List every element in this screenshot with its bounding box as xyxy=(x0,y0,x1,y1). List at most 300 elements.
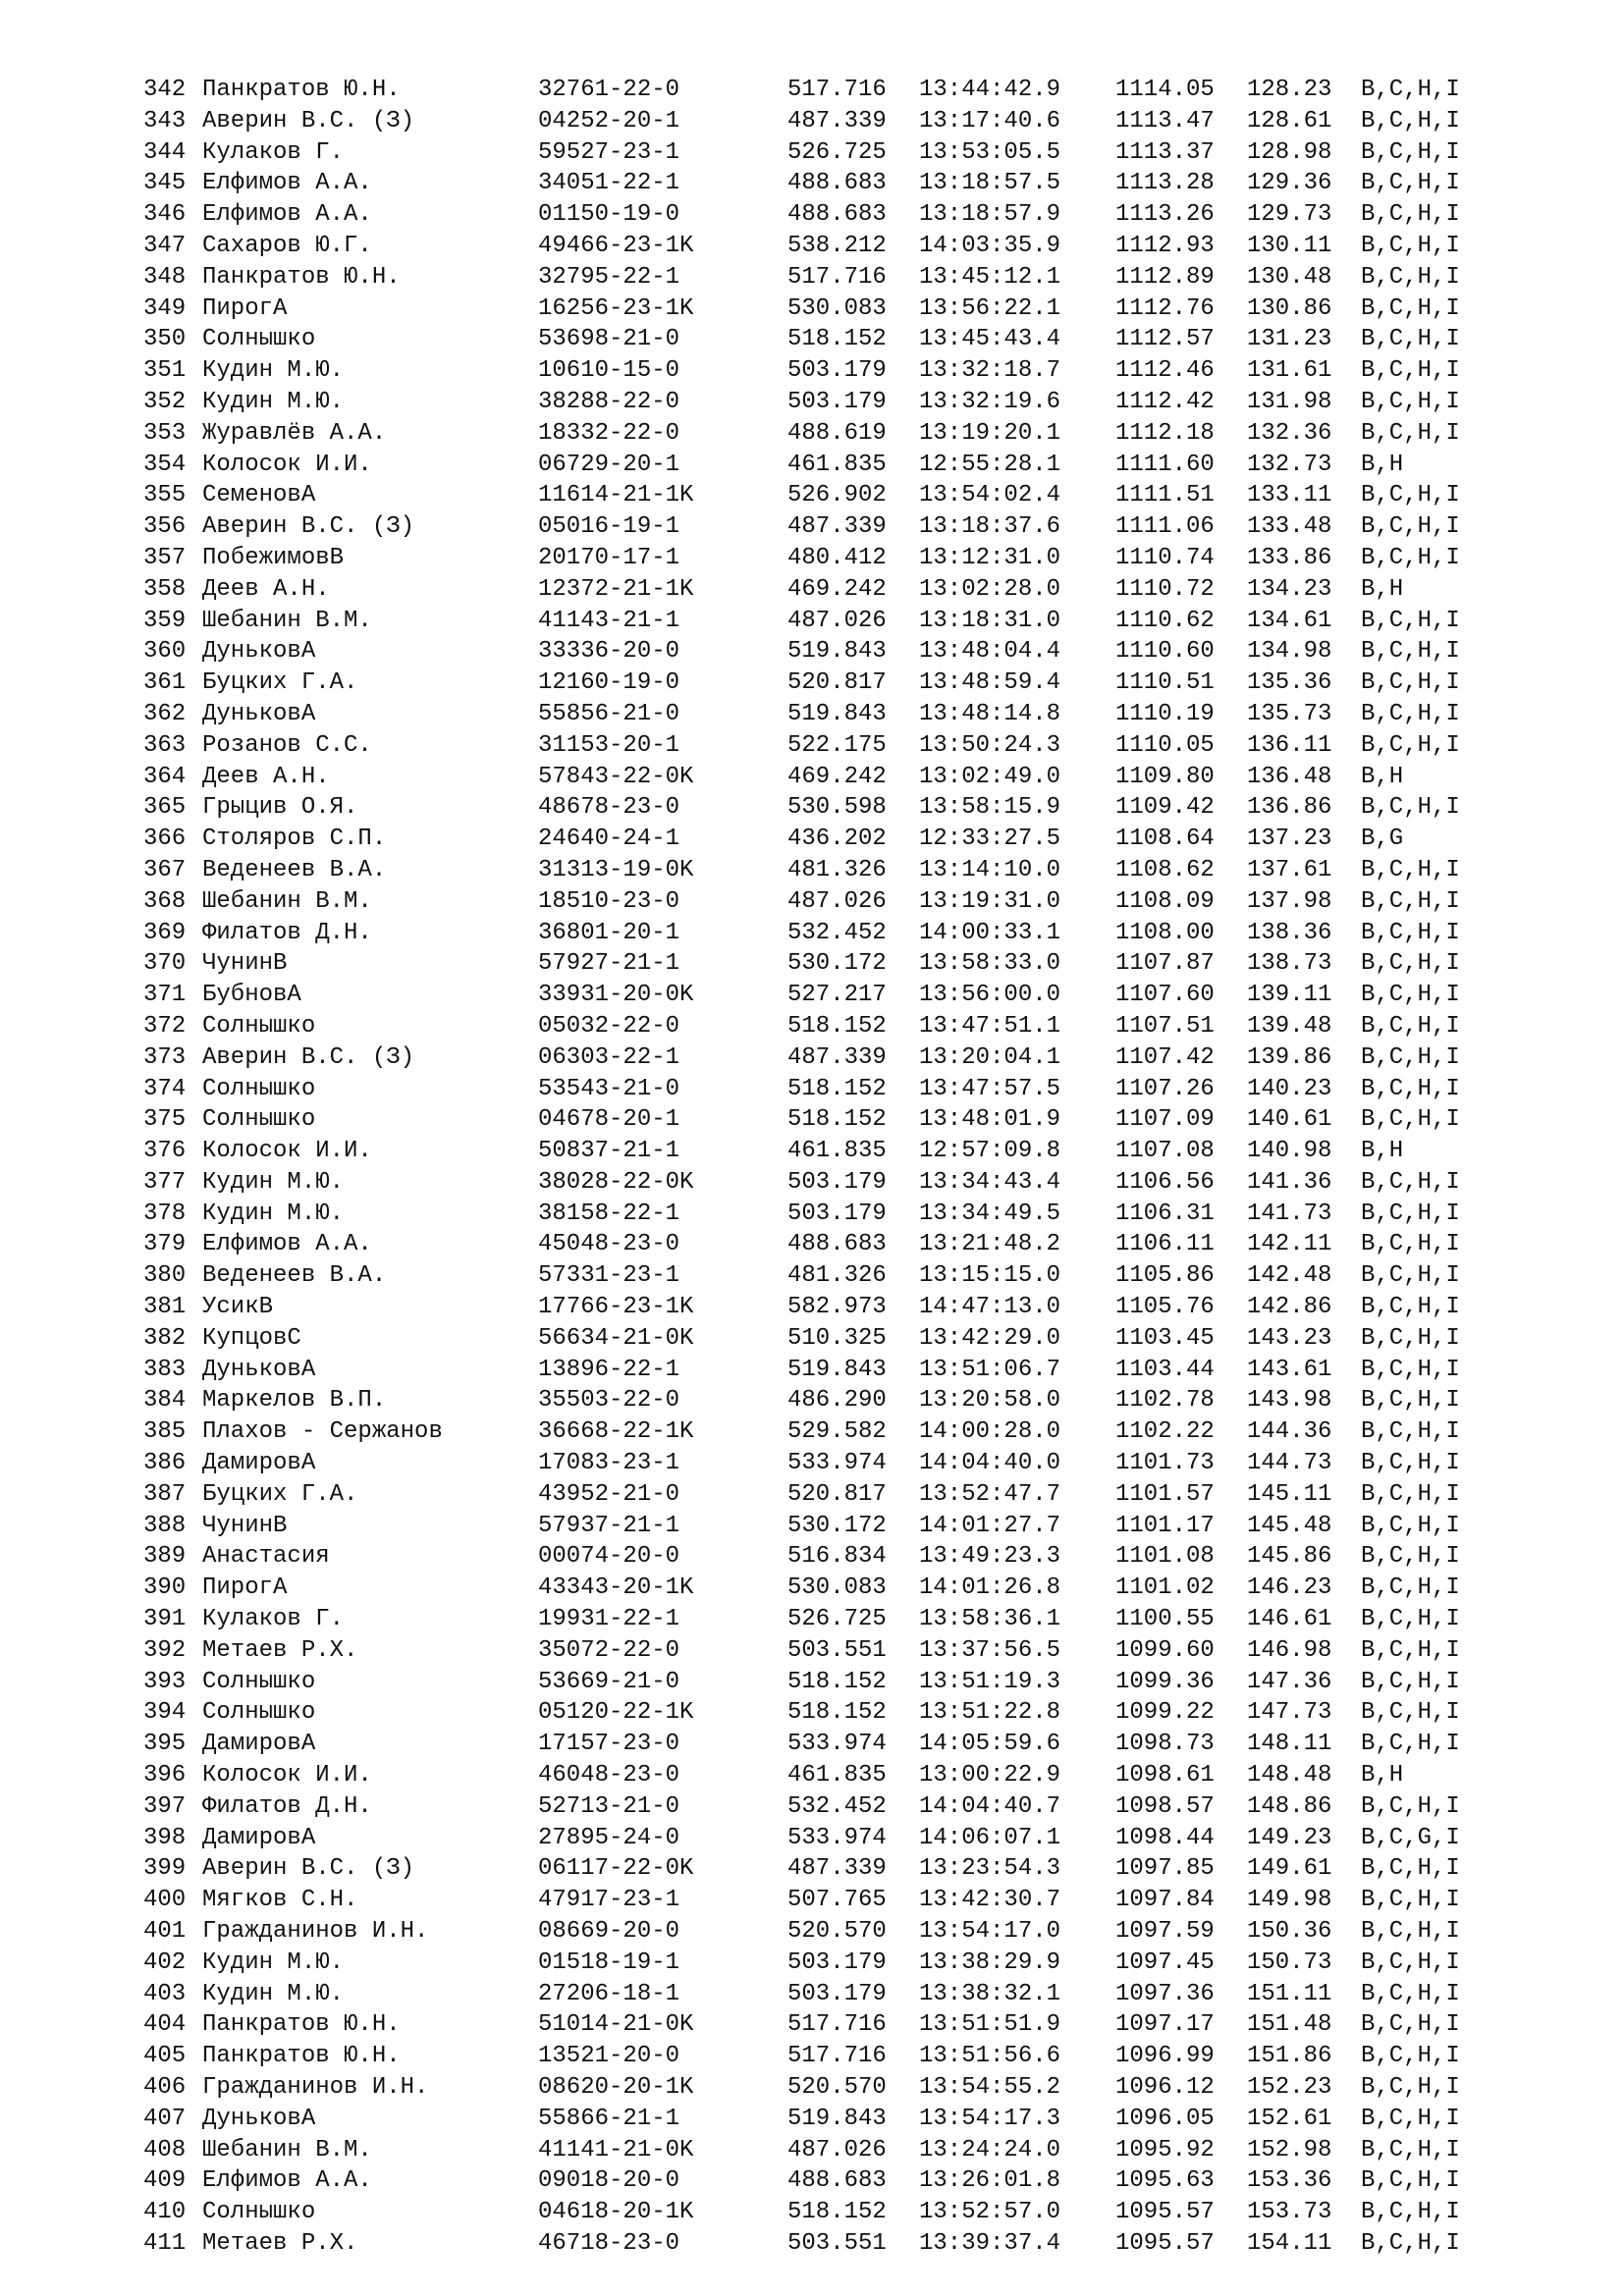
tags-cell: B,C,H,I xyxy=(1361,700,1460,727)
ring-number-cell: 05120-22-1K xyxy=(538,1699,694,1727)
table-row xyxy=(143,75,1518,106)
speed-cell: 1098.57 xyxy=(1115,1792,1215,1820)
points-cell: 128.61 xyxy=(1247,107,1332,134)
rank-cell: 374 xyxy=(143,1075,187,1102)
rank-cell: 353 xyxy=(143,419,187,447)
arrival-time-cell: 12:55:28.1 xyxy=(919,451,1061,478)
distance-cell: 480.412 xyxy=(787,544,887,571)
table-row xyxy=(143,792,1518,824)
points-cell: 151.86 xyxy=(1247,2043,1332,2070)
tags-cell: B,C,H,I xyxy=(1361,1418,1460,1446)
points-cell: 150.36 xyxy=(1247,1918,1332,1946)
distance-cell: 487.339 xyxy=(787,1043,887,1071)
ring-number-cell: 05032-22-0 xyxy=(538,1012,680,1040)
points-cell: 154.11 xyxy=(1247,2229,1332,2257)
ring-number-cell: 10610-15-0 xyxy=(538,357,680,385)
table-row xyxy=(143,1511,1518,1542)
name-cell: Солнышко xyxy=(202,1075,316,1102)
distance-cell: 487.339 xyxy=(787,1855,887,1883)
distance-cell: 503.179 xyxy=(787,357,887,385)
table-row xyxy=(143,168,1518,199)
name-cell: Шебанин В.М. xyxy=(202,607,372,634)
table-row xyxy=(143,2104,1518,2135)
arrival-time-cell: 13:20:58.0 xyxy=(919,1387,1061,1415)
distance-cell: 461.835 xyxy=(787,1762,887,1789)
points-cell: 150.73 xyxy=(1247,1949,1332,1976)
rank-cell: 375 xyxy=(143,1106,187,1134)
distance-cell: 503.551 xyxy=(787,2229,887,2257)
points-cell: 141.73 xyxy=(1247,1200,1332,1227)
points-cell: 130.48 xyxy=(1247,263,1332,291)
points-cell: 137.23 xyxy=(1247,826,1332,853)
name-cell: ПирогА xyxy=(202,1575,288,1602)
speed-cell: 1109.42 xyxy=(1115,794,1215,822)
arrival-time-cell: 13:32:18.7 xyxy=(919,357,1061,385)
name-cell: ПирогА xyxy=(202,294,288,322)
name-cell: ДуньковА xyxy=(202,2105,316,2132)
table-row xyxy=(143,1074,1518,1105)
speed-cell: 1097.45 xyxy=(1115,1949,1215,1976)
name-cell: Панкратов Ю.Н. xyxy=(202,263,401,291)
rank-cell: 355 xyxy=(143,482,187,509)
results-table xyxy=(143,75,1518,2260)
arrival-time-cell: 13:58:15.9 xyxy=(919,794,1061,822)
tags-cell: B,C,H,I xyxy=(1361,357,1460,385)
distance-cell: 518.152 xyxy=(787,1075,887,1102)
tags-cell: B,C,H,I xyxy=(1361,201,1460,229)
name-cell: Буцких Г.А. xyxy=(202,669,358,697)
rank-cell: 359 xyxy=(143,607,187,634)
table-row xyxy=(143,1823,1518,1854)
speed-cell: 1099.60 xyxy=(1115,1636,1215,1664)
arrival-time-cell: 14:04:40.0 xyxy=(919,1450,1061,1477)
points-cell: 134.61 xyxy=(1247,607,1332,634)
rank-cell: 395 xyxy=(143,1731,187,1758)
tags-cell: B,C,H,I xyxy=(1361,2011,1460,2039)
distance-cell: 510.325 xyxy=(787,1324,887,1352)
table-row xyxy=(143,855,1518,886)
table-row xyxy=(143,1104,1518,1136)
tags-cell: B,C,H,I xyxy=(1361,263,1460,291)
arrival-time-cell: 13:18:37.6 xyxy=(919,513,1061,541)
arrival-time-cell: 13:56:00.0 xyxy=(919,982,1061,1009)
ring-number-cell: 43343-20-1K xyxy=(538,1575,694,1602)
distance-cell: 487.026 xyxy=(787,607,887,634)
rank-cell: 402 xyxy=(143,1949,187,1976)
rank-cell: 351 xyxy=(143,357,187,385)
points-cell: 146.61 xyxy=(1247,1606,1332,1633)
ring-number-cell: 33931-20-0K xyxy=(538,982,694,1009)
speed-cell: 1105.86 xyxy=(1115,1262,1215,1290)
tags-cell: B,C,H,I xyxy=(1361,513,1460,541)
name-cell: Аверин В.С. (З) xyxy=(202,513,415,541)
tags-cell: B,C,G,I xyxy=(1361,1824,1460,1851)
points-cell: 148.48 xyxy=(1247,1762,1332,1789)
table-row xyxy=(143,2197,1518,2228)
points-cell: 153.36 xyxy=(1247,2167,1332,2195)
points-cell: 144.73 xyxy=(1247,1450,1332,1477)
name-cell: Кудин М.Ю. xyxy=(202,357,345,385)
rank-cell: 405 xyxy=(143,2043,187,2070)
ring-number-cell: 46048-23-0 xyxy=(538,1762,680,1789)
rank-cell: 386 xyxy=(143,1450,187,1477)
speed-cell: 1112.46 xyxy=(1115,357,1215,385)
tags-cell: B,C,H,I xyxy=(1361,2043,1460,2070)
tags-cell: B,C,H,I xyxy=(1361,326,1460,353)
table-row xyxy=(143,324,1518,355)
ring-number-cell: 59527-23-1 xyxy=(538,138,680,166)
tags-cell: B,C,H,I xyxy=(1361,1543,1460,1571)
distance-cell: 518.152 xyxy=(787,1106,887,1134)
tags-cell: B,H xyxy=(1361,763,1404,790)
points-cell: 153.73 xyxy=(1247,2199,1332,2226)
arrival-time-cell: 13:51:56.6 xyxy=(919,2043,1061,2070)
ring-number-cell: 18332-22-0 xyxy=(538,419,680,447)
rank-cell: 350 xyxy=(143,326,187,353)
points-cell: 139.86 xyxy=(1247,1043,1332,1071)
name-cell: Аверин В.С. (З) xyxy=(202,1855,415,1883)
tags-cell: B,C,H,I xyxy=(1361,294,1460,322)
points-cell: 135.36 xyxy=(1247,669,1332,697)
rank-cell: 356 xyxy=(143,513,187,541)
speed-cell: 1114.05 xyxy=(1115,77,1215,103)
name-cell: ДамировА xyxy=(202,1824,316,1851)
points-cell: 138.36 xyxy=(1247,919,1332,946)
name-cell: Кулаков Г. xyxy=(202,1606,345,1633)
tags-cell: B,C,H,I xyxy=(1361,1450,1460,1477)
arrival-time-cell: 14:47:13.0 xyxy=(919,1294,1061,1321)
speed-cell: 1102.22 xyxy=(1115,1418,1215,1446)
name-cell: Панкратов Ю.Н. xyxy=(202,77,401,103)
points-cell: 149.61 xyxy=(1247,1855,1332,1883)
arrival-time-cell: 13:52:47.7 xyxy=(919,1480,1061,1508)
rank-cell: 398 xyxy=(143,1824,187,1851)
tags-cell: B,C,H,I xyxy=(1361,138,1460,166)
rank-cell: 347 xyxy=(143,232,187,259)
table-row xyxy=(143,450,1518,481)
table-row xyxy=(143,1199,1518,1230)
arrival-time-cell: 13:12:31.0 xyxy=(919,544,1061,571)
tags-cell: B,C,H,I xyxy=(1361,2229,1460,2257)
table-row xyxy=(143,948,1518,980)
rank-cell: 342 xyxy=(143,77,187,103)
name-cell: Анастасия xyxy=(202,1543,330,1571)
name-cell: Филатов Д.Н. xyxy=(202,919,372,946)
speed-cell: 1112.76 xyxy=(1115,294,1215,322)
table-row xyxy=(143,1260,1518,1292)
speed-cell: 1096.05 xyxy=(1115,2105,1215,2132)
tags-cell: B,C,H,I xyxy=(1361,1294,1460,1321)
arrival-time-cell: 13:18:57.9 xyxy=(919,201,1061,229)
rank-cell: 390 xyxy=(143,1575,187,1602)
speed-cell: 1110.51 xyxy=(1115,669,1215,697)
tags-cell: B,C,H,I xyxy=(1361,950,1460,978)
points-cell: 137.98 xyxy=(1247,887,1332,915)
speed-cell: 1107.08 xyxy=(1115,1138,1215,1165)
table-row xyxy=(143,1042,1518,1074)
table-row xyxy=(143,2135,1518,2166)
table-row xyxy=(143,980,1518,1011)
points-cell: 147.73 xyxy=(1247,1699,1332,1727)
speed-cell: 1099.22 xyxy=(1115,1699,1215,1727)
arrival-time-cell: 12:57:09.8 xyxy=(919,1138,1061,1165)
arrival-time-cell: 13:37:56.5 xyxy=(919,1636,1061,1664)
name-cell: КупцовС xyxy=(202,1324,301,1352)
distance-cell: 518.152 xyxy=(787,1668,887,1695)
arrival-time-cell: 13:38:32.1 xyxy=(919,1980,1061,2007)
table-row xyxy=(143,355,1518,387)
distance-cell: 582.973 xyxy=(787,1294,887,1321)
arrival-time-cell: 13:23:54.3 xyxy=(919,1855,1061,1883)
points-cell: 145.86 xyxy=(1247,1543,1332,1571)
tags-cell: B,C,H,I xyxy=(1361,1356,1460,1383)
speed-cell: 1110.05 xyxy=(1115,731,1215,759)
speed-cell: 1098.61 xyxy=(1115,1762,1215,1789)
tags-cell: B,C,H,I xyxy=(1361,388,1460,415)
tags-cell: B,C,H,I xyxy=(1361,1699,1460,1727)
ring-number-cell: 53669-21-0 xyxy=(538,1668,680,1695)
speed-cell: 1111.51 xyxy=(1115,482,1215,509)
distance-cell: 519.843 xyxy=(787,2105,887,2132)
name-cell: Солнышко xyxy=(202,2199,316,2226)
ring-number-cell: 38028-22-0K xyxy=(538,1168,694,1196)
speed-cell: 1110.60 xyxy=(1115,638,1215,666)
points-cell: 141.36 xyxy=(1247,1168,1332,1196)
tags-cell: B,C,H,I xyxy=(1361,77,1460,103)
table-row xyxy=(143,294,1518,325)
arrival-time-cell: 12:33:27.5 xyxy=(919,826,1061,853)
name-cell: БубновА xyxy=(202,982,301,1009)
speed-cell: 1111.06 xyxy=(1115,513,1215,541)
speed-cell: 1112.89 xyxy=(1115,263,1215,291)
arrival-time-cell: 13:56:22.1 xyxy=(919,294,1061,322)
ring-number-cell: 04252-20-1 xyxy=(538,107,680,134)
ring-number-cell: 11614-21-1K xyxy=(538,482,694,509)
table-row xyxy=(143,2041,1518,2072)
points-cell: 140.98 xyxy=(1247,1138,1332,1165)
name-cell: Сахаров Ю.Г. xyxy=(202,232,372,259)
distance-cell: 503.551 xyxy=(787,1636,887,1664)
distance-cell: 520.817 xyxy=(787,1480,887,1508)
arrival-time-cell: 13:48:14.8 xyxy=(919,700,1061,727)
speed-cell: 1101.08 xyxy=(1115,1543,1215,1571)
distance-cell: 538.212 xyxy=(787,232,887,259)
name-cell: Розанов С.С. xyxy=(202,731,372,759)
speed-cell: 1108.09 xyxy=(1115,887,1215,915)
table-row xyxy=(143,387,1518,418)
name-cell: Панкратов Ю.Н. xyxy=(202,2011,401,2039)
tags-cell: B,C,H,I xyxy=(1361,731,1460,759)
arrival-time-cell: 13:39:37.4 xyxy=(919,2229,1061,2257)
tags-cell: B,C,H,I xyxy=(1361,1980,1460,2007)
arrival-time-cell: 13:47:51.1 xyxy=(919,1012,1061,1040)
arrival-time-cell: 14:00:33.1 xyxy=(919,919,1061,946)
tags-cell: B,C,H,I xyxy=(1361,1106,1460,1134)
ring-number-cell: 41141-21-0K xyxy=(538,2136,694,2163)
name-cell: Колосок И.И. xyxy=(202,1762,372,1789)
distance-cell: 520.817 xyxy=(787,669,887,697)
ring-number-cell: 20170-17-1 xyxy=(538,544,680,571)
points-cell: 143.98 xyxy=(1247,1387,1332,1415)
points-cell: 131.23 xyxy=(1247,326,1332,353)
table-row xyxy=(143,1355,1518,1386)
tags-cell: B,C,H,I xyxy=(1361,1918,1460,1946)
speed-cell: 1095.57 xyxy=(1115,2199,1215,2226)
ring-number-cell: 55856-21-0 xyxy=(538,700,680,727)
ring-number-cell: 27895-24-0 xyxy=(538,1824,680,1851)
table-row xyxy=(143,1136,1518,1167)
name-cell: Мягков С.Н. xyxy=(202,1887,358,1914)
points-cell: 152.98 xyxy=(1247,2136,1332,2163)
speed-cell: 1100.55 xyxy=(1115,1606,1215,1633)
points-cell: 128.23 xyxy=(1247,77,1332,103)
ring-number-cell: 32761-22-0 xyxy=(538,77,680,103)
table-row xyxy=(143,1729,1518,1760)
table-row xyxy=(143,1541,1518,1573)
table-row xyxy=(143,199,1518,231)
ring-number-cell: 04618-20-1K xyxy=(538,2199,694,2226)
table-row xyxy=(143,1885,1518,1916)
arrival-time-cell: 13:54:17.3 xyxy=(919,2105,1061,2132)
name-cell: Веденеев В.А. xyxy=(202,1262,387,1290)
table-row xyxy=(143,636,1518,667)
name-cell: Колосок И.И. xyxy=(202,451,372,478)
arrival-time-cell: 14:04:40.7 xyxy=(919,1792,1061,1820)
points-cell: 131.98 xyxy=(1247,388,1332,415)
distance-cell: 503.179 xyxy=(787,388,887,415)
table-row xyxy=(143,667,1518,699)
ring-number-cell: 04678-20-1 xyxy=(538,1106,680,1134)
distance-cell: 518.152 xyxy=(787,1699,887,1727)
name-cell: Филатов Д.Н. xyxy=(202,1792,372,1820)
rank-cell: 388 xyxy=(143,1512,187,1539)
tags-cell: B,C,H,I xyxy=(1361,856,1460,883)
speed-cell: 1107.09 xyxy=(1115,1106,1215,1134)
speed-cell: 1095.57 xyxy=(1115,2229,1215,2257)
distance-cell: 461.835 xyxy=(787,1138,887,1165)
arrival-time-cell: 13:32:19.6 xyxy=(919,388,1061,415)
points-cell: 129.36 xyxy=(1247,170,1332,197)
tags-cell: B,C,H,I xyxy=(1361,1075,1460,1102)
points-cell: 134.23 xyxy=(1247,575,1332,603)
distance-cell: 488.683 xyxy=(787,170,887,197)
name-cell: Буцких Г.А. xyxy=(202,1480,358,1508)
distance-cell: 522.175 xyxy=(787,731,887,759)
table-row xyxy=(143,1323,1518,1355)
tags-cell: B,C,H,I xyxy=(1361,1606,1460,1633)
distance-cell: 488.619 xyxy=(787,419,887,447)
points-cell: 142.11 xyxy=(1247,1231,1332,1258)
rank-cell: 394 xyxy=(143,1699,187,1727)
ring-number-cell: 08669-20-0 xyxy=(538,1918,680,1946)
distance-cell: 517.716 xyxy=(787,2043,887,2070)
tags-cell: B,C,H,I xyxy=(1361,1231,1460,1258)
table-row xyxy=(143,1416,1518,1448)
ring-number-cell: 13521-20-0 xyxy=(538,2043,680,2070)
speed-cell: 1097.84 xyxy=(1115,1887,1215,1914)
distance-cell: 520.570 xyxy=(787,1918,887,1946)
tags-cell: B,C,H,I xyxy=(1361,794,1460,822)
points-cell: 133.86 xyxy=(1247,544,1332,571)
points-cell: 151.48 xyxy=(1247,2011,1332,2039)
speed-cell: 1099.36 xyxy=(1115,1668,1215,1695)
tags-cell: B,C,H,I xyxy=(1361,887,1460,915)
name-cell: Аверин В.С. (З) xyxy=(202,107,415,134)
table-row xyxy=(143,699,1518,730)
speed-cell: 1097.85 xyxy=(1115,1855,1215,1883)
arrival-time-cell: 14:01:26.8 xyxy=(919,1575,1061,1602)
tags-cell: B,C,H,I xyxy=(1361,1855,1460,1883)
rank-cell: 372 xyxy=(143,1012,187,1040)
distance-cell: 503.179 xyxy=(787,1168,887,1196)
speed-cell: 1096.99 xyxy=(1115,2043,1215,2070)
distance-cell: 520.570 xyxy=(787,2074,887,2101)
table-row xyxy=(143,2072,1518,2104)
distance-cell: 532.452 xyxy=(787,919,887,946)
name-cell: Кудин М.Ю. xyxy=(202,1980,345,2007)
speed-cell: 1110.74 xyxy=(1115,544,1215,571)
table-row xyxy=(143,1979,1518,2010)
name-cell: Деев А.Н. xyxy=(202,763,330,790)
ring-number-cell: 32795-22-1 xyxy=(538,263,680,291)
arrival-time-cell: 13:18:31.0 xyxy=(919,607,1061,634)
points-cell: 138.73 xyxy=(1247,950,1332,978)
ring-number-cell: 01518-19-1 xyxy=(538,1949,680,1976)
ring-number-cell: 13896-22-1 xyxy=(538,1356,680,1383)
arrival-time-cell: 13:24:24.0 xyxy=(919,2136,1061,2163)
distance-cell: 526.725 xyxy=(787,1606,887,1633)
tags-cell: B,C,H,I xyxy=(1361,2136,1460,2163)
points-cell: 139.11 xyxy=(1247,982,1332,1009)
distance-cell: 517.716 xyxy=(787,263,887,291)
distance-cell: 461.835 xyxy=(787,451,887,478)
distance-cell: 487.339 xyxy=(787,107,887,134)
ring-number-cell: 51014-21-0K xyxy=(538,2011,694,2039)
arrival-time-cell: 13:51:19.3 xyxy=(919,1668,1061,1695)
rank-cell: 373 xyxy=(143,1043,187,1071)
ring-number-cell: 06729-20-1 xyxy=(538,451,680,478)
table-row xyxy=(143,1916,1518,1948)
arrival-time-cell: 13:02:28.0 xyxy=(919,575,1061,603)
distance-cell: 503.179 xyxy=(787,1980,887,2007)
tags-cell: B,C,H,I xyxy=(1361,1387,1460,1415)
name-cell: ДуньковА xyxy=(202,700,316,727)
speed-cell: 1101.02 xyxy=(1115,1575,1215,1602)
tags-cell: B,C,H,I xyxy=(1361,419,1460,447)
distance-cell: 526.902 xyxy=(787,482,887,509)
speed-cell: 1098.44 xyxy=(1115,1824,1215,1851)
distance-cell: 519.843 xyxy=(787,700,887,727)
ring-number-cell: 38288-22-0 xyxy=(538,388,680,415)
rank-cell: 366 xyxy=(143,826,187,853)
rank-cell: 381 xyxy=(143,1294,187,1321)
name-cell: Елфимов А.А. xyxy=(202,2167,372,2195)
points-cell: 148.11 xyxy=(1247,1731,1332,1758)
arrival-time-cell: 14:00:28.0 xyxy=(919,1418,1061,1446)
name-cell: Кудин М.Ю. xyxy=(202,1949,345,1976)
arrival-time-cell: 13:51:51.9 xyxy=(919,2011,1061,2039)
speed-cell: 1110.72 xyxy=(1115,575,1215,603)
arrival-time-cell: 13:47:57.5 xyxy=(919,1075,1061,1102)
name-cell: Кудин М.Ю. xyxy=(202,1200,345,1227)
distance-cell: 469.242 xyxy=(787,575,887,603)
rank-cell: 370 xyxy=(143,950,187,978)
arrival-time-cell: 13:45:12.1 xyxy=(919,263,1061,291)
name-cell: Метаев Р.Х. xyxy=(202,2229,358,2257)
table-row xyxy=(143,1948,1518,1979)
tags-cell: B,C,H,I xyxy=(1361,2167,1460,2195)
name-cell: ДуньковА xyxy=(202,638,316,666)
